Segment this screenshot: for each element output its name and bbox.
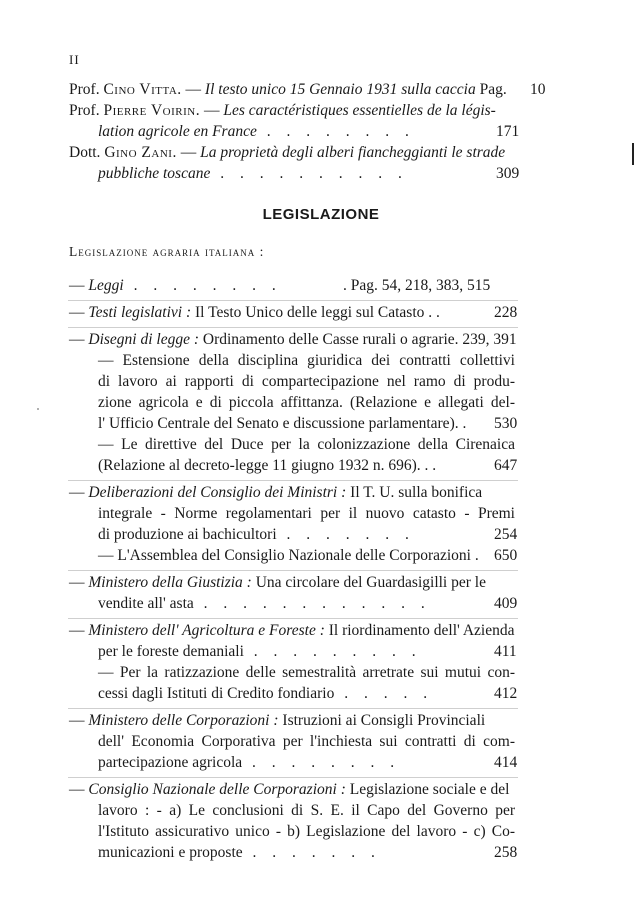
entry-text: (Relazione al decreto-legge 11 giugno 1932 n. 696). . . [98,457,437,474]
entry-label: Ministero delle Corporazioni : [88,712,279,729]
divider [68,618,518,619]
entry-text: l' Ufficio Centrale del Senato e discussione parlamentare). . [98,415,467,432]
divider [68,327,518,328]
author-name: Pierre Voirin. [103,102,201,119]
page-ref: 171 [496,123,520,140]
divider [68,708,518,709]
work-title: Les caractéristiques essentielles de la légis- [223,102,496,119]
entry-text: Ordinamento delle Casse rurali o agrarie. 239, 391 [202,331,517,348]
entry-text: di lavoro ai rapporti di compartecipazione nel ramo di produ- [98,373,515,390]
entry-text: partecipazione agricola . . . . . . . . [98,754,401,771]
entry-label: Leggi [88,277,124,294]
page-ref: 10 [530,81,546,98]
entry-label: Testi legislativi : [88,304,192,321]
page-ref: 414 [494,754,518,771]
section-heading: LEGISLAZIONE [262,206,380,223]
entry-label: Ministero della Giustizia : [88,574,252,591]
entry-leggi: — Leggi . . . . . . . . [69,277,282,294]
author-entry-zani: Dott. Gino Zani. — La proprietà degli alberi fiancheggianti le strade [69,144,506,161]
entry-label: Consiglio Nazionale delle Corporazioni : [88,781,346,798]
page-ref: 228 [494,304,518,321]
entry-testi: — Testi legislativi : Il Testo Unico delle leggi sul Catasto . . [69,304,440,321]
margin-speck [37,408,39,410]
divider [68,777,518,778]
author-entry-voirin: Prof. Pierre Voirin. — Les caractéristiques essentielles de la légis- [69,102,496,119]
entry-text: integrale - Norme regolamentari per il nuovo catasto - Premi [98,505,515,522]
entry-text: Una circolare del Guardasigilli per le [255,574,486,591]
page-ref: 309 [496,165,520,182]
entry-label: Disegni di legge : [88,331,200,348]
entry-text: Il T. U. sulla bonifica [350,484,483,501]
author-name: Cino Vitta. [103,81,182,98]
page-number: II [69,52,80,67]
page-ref: 254 [494,526,518,543]
entry-text: — Estensione della disciplina giuridica dei contratti collettivi [98,352,515,369]
entry-consiglio: — Consiglio Nazionale delle Corporazioni : Legislazione sociale e del [69,781,510,798]
divider [68,570,518,571]
entry-label: Ministero dell' Agricoltura e Foreste : [88,622,325,639]
author-title: Prof. [69,81,100,98]
entry-text: di produzione ai bachicultori . . . . . . . [98,526,415,543]
page-ref: 411 [494,643,517,660]
entry-text: — Le direttive del Duce per la colonizzazione della Cirenaica [98,436,515,453]
page-ref: 647 [494,457,518,474]
entry-giustizia: — Ministero della Giustizia : Una circolare del Guardasigilli per le [69,574,486,591]
page-ref: 650 [494,547,518,564]
entry-text: Il riordinamento dell' Azienda [328,622,515,639]
entry-text: vendite all' asta . . . . . . . . . . . . [98,595,431,612]
page-ref: 409 [494,595,518,612]
author-entry-vitta: Prof. Cino Vitta. — Il testo unico 15 Gennaio 1931 sulla caccia Pag. [69,81,507,98]
work-title-cont: lation agricole en France . . . . . . . . [98,123,415,140]
entry-text: zione agricola e di piccola affittanza. (Relazione e allegati del- [98,394,515,411]
page-ref: 258 [494,844,518,861]
entry-text: l'Istituto assicurativo unico - b) Legislazione del lavoro - c) Co- [98,823,515,840]
entry-deliberazioni: — Deliberazioni del Consiglio dei Ministri : Il T. U. sulla bonifica [69,484,483,501]
margin-mark [632,143,634,165]
entry-text: Legislazione sociale e del [349,781,510,798]
page-ref: 530 [494,415,518,432]
entry-text: cessi dagli Istituti di Credito fondiario . . . . . [98,685,434,702]
work-title: Il testo unico 15 Gennaio 1931 sulla caccia [204,81,476,98]
author-title: Dott. [69,144,101,161]
entry-text: — L'Assemblea del Consiglio Nazionale delle Corporazioni . [98,547,479,564]
divider [68,480,518,481]
work-title: La proprietà degli alberi fiancheggianti le strade [200,144,506,161]
entry-disegni: — Disegni di legge : Ordinamento delle Casse rurali o agrarie. 239, 391 [69,331,517,348]
author-name: Gino Zani. [104,144,177,161]
author-title: Prof. [69,102,100,119]
divider [68,300,518,301]
entry-text: — Per la ratizzazione delle semestralità arretrate sui mutui con- [98,664,515,681]
page-ref: 412 [494,685,518,702]
section-subheading: Legislazione agraria italiana : [69,244,265,259]
entry-text: lavoro : - a) Le conclusioni di S. E. il Capo del Governo per [98,802,515,819]
page-ref: . Pag. 54, 218, 383, 515 [343,277,491,294]
entry-text: Istruzioni ai Consigli Provinciali [282,712,486,729]
entry-label: Deliberazioni del Consiglio dei Ministri : [88,484,347,501]
entry-text: per le foreste demaniali . . . . . . . . . [98,643,422,660]
entry-text: municazioni e proposte . . . . . . . [98,844,381,861]
entry-text: Il Testo Unico delle leggi sul Catasto [195,304,425,321]
entry-text: dell' Economia Corporativa per l'inchiesta sui contratti di com- [98,733,515,750]
entry-agricoltura: — Ministero dell' Agricoltura e Foreste : Il riordinamento dell' Azienda [69,622,515,639]
work-title-cont: pubbliche toscane . . . . . . . . . . [98,165,408,182]
page-label: Pag. [479,81,507,98]
entry-corporazioni: — Ministero delle Corporazioni : Istruzioni ai Consigli Provinciali [69,712,486,729]
